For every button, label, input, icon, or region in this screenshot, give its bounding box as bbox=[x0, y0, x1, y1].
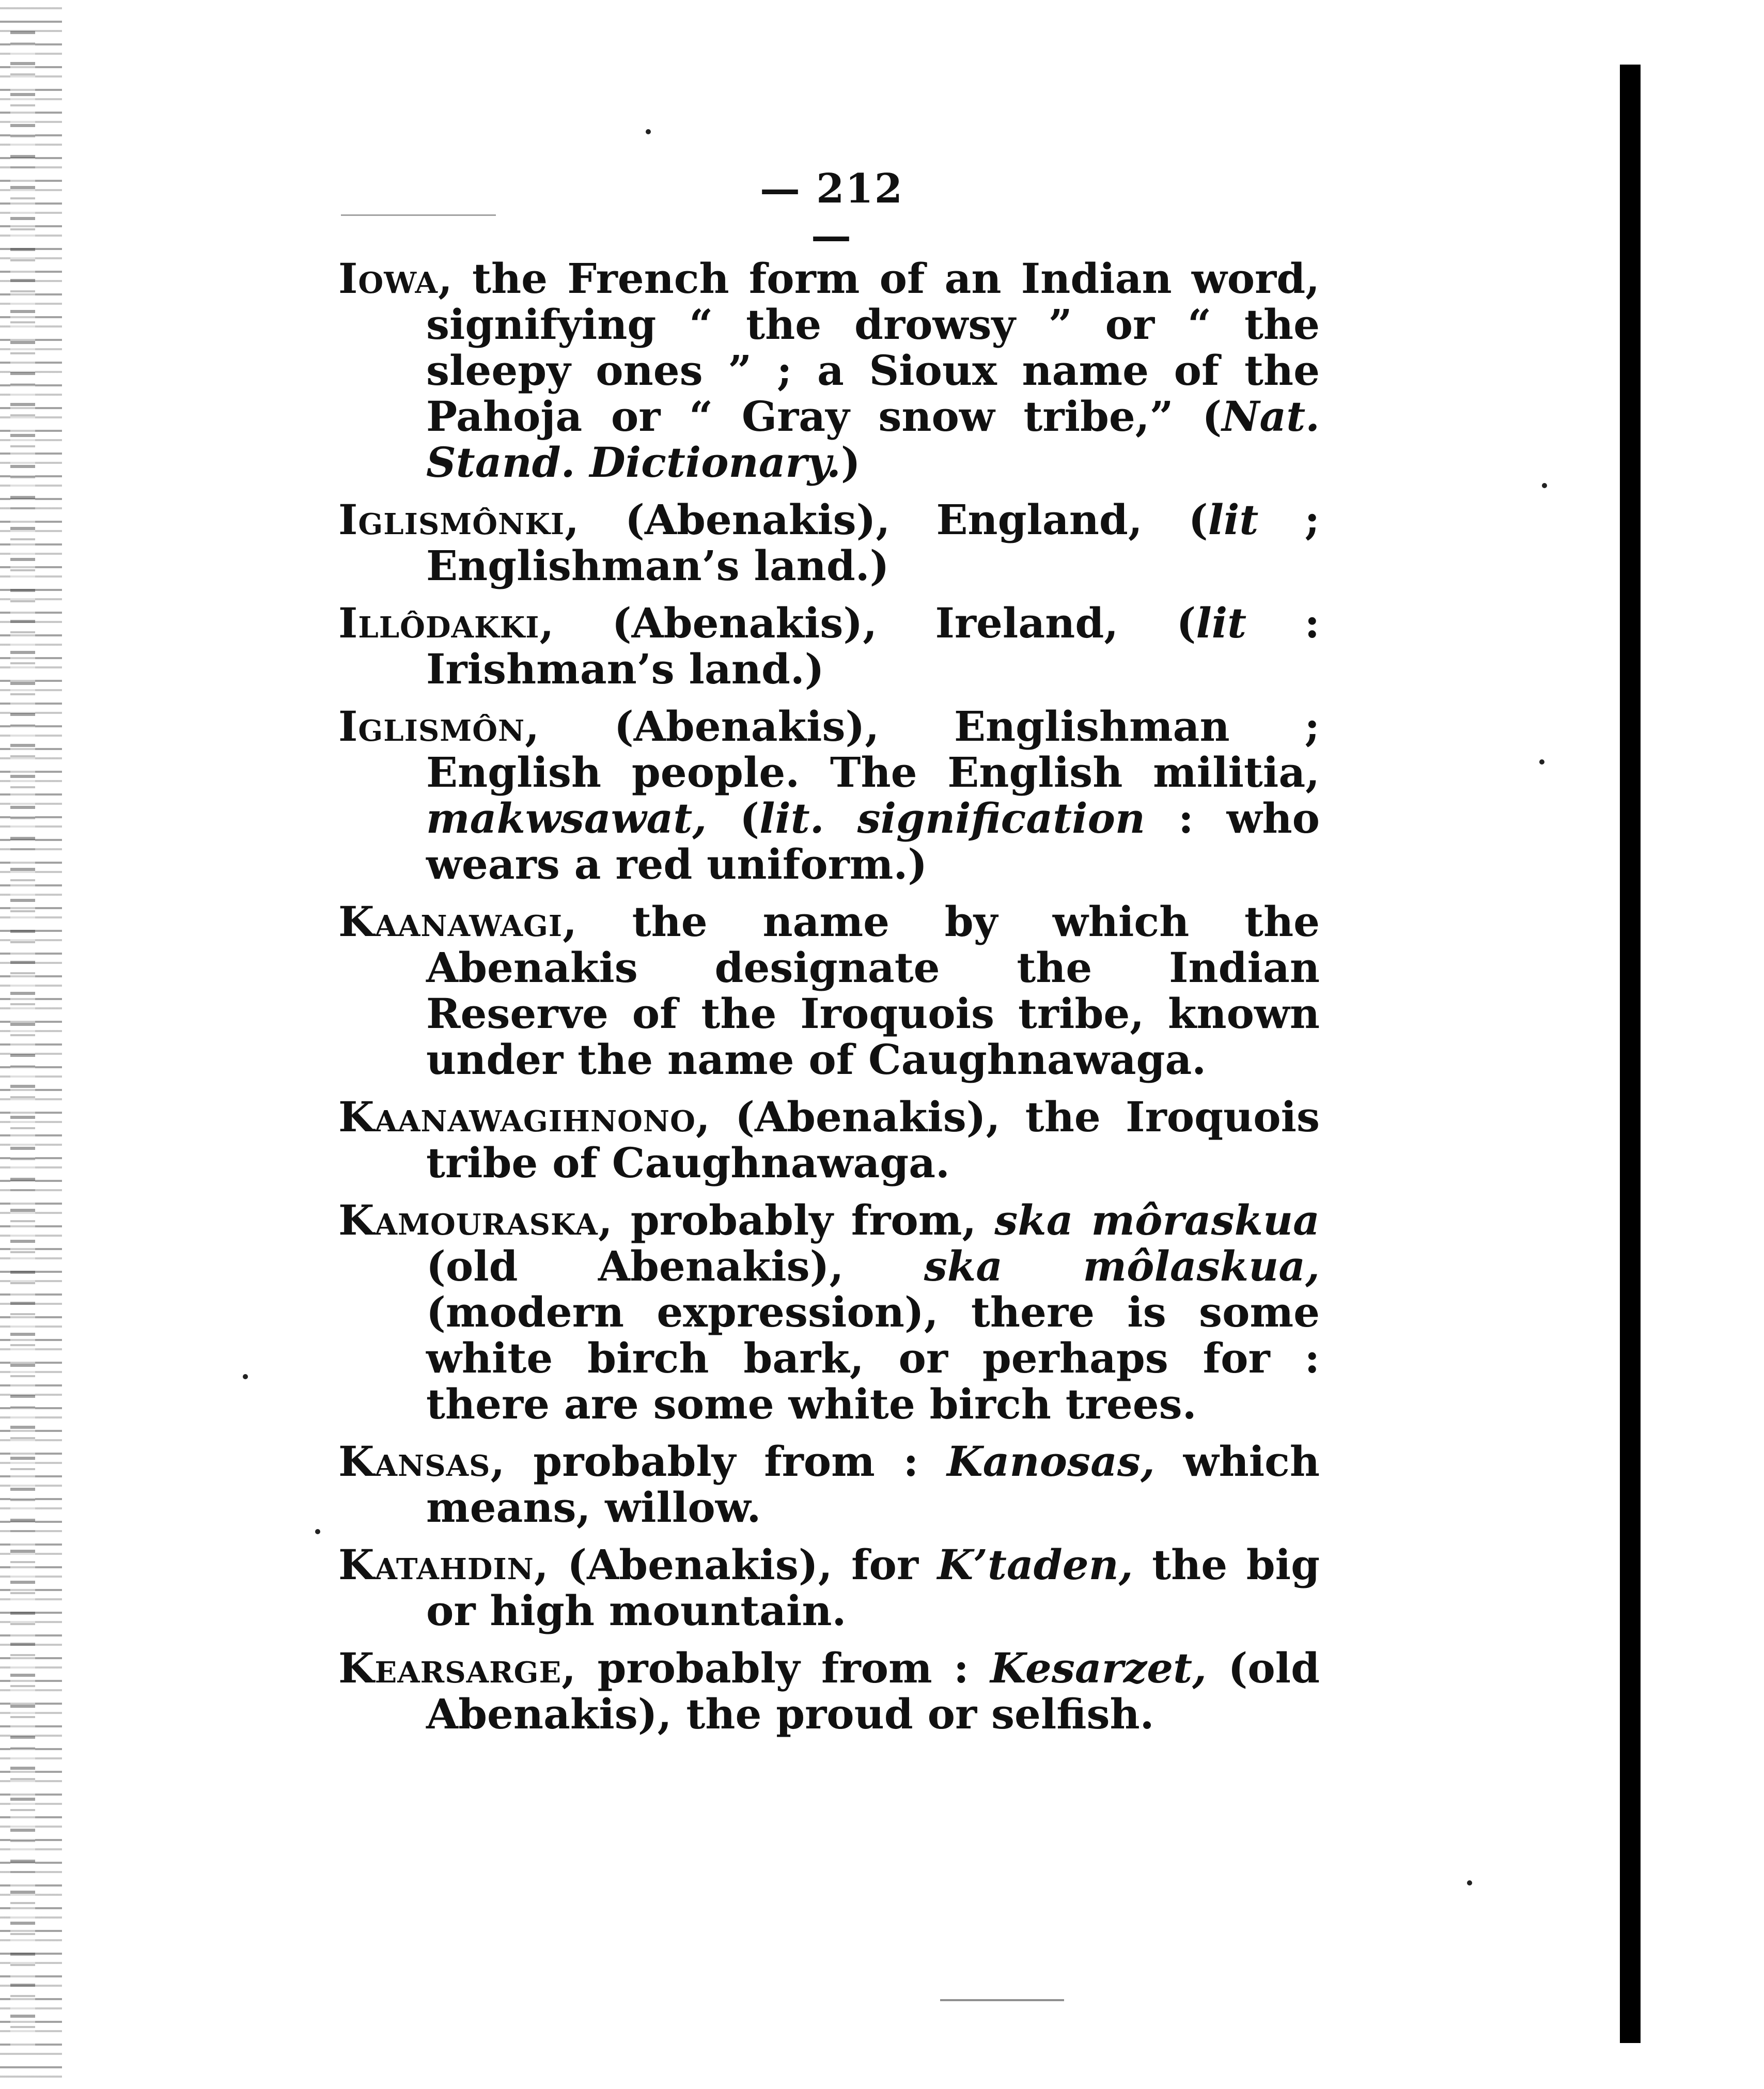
entry-text: , the name by which the Abenakis designate the Indian Reserve of the Iroquois tribe, known under the name of Caughnawaga. bbox=[426, 897, 1320, 1084]
scan-speck bbox=[646, 129, 651, 134]
glossary-entry bbox=[338, 1197, 1320, 1427]
entry-headword: Katahdin bbox=[338, 1540, 534, 1589]
entry-headword: Iglismôn bbox=[338, 702, 525, 751]
entry-italic-text: Kanosas, bbox=[947, 1437, 1155, 1486]
glossary-entry bbox=[338, 899, 1320, 1083]
entry-text: ) bbox=[840, 438, 861, 487]
scan-speck bbox=[315, 1529, 320, 1534]
entry-headword: Iglismônki bbox=[338, 495, 565, 544]
scan-speck bbox=[1542, 483, 1547, 488]
entry-headword: Kearsarge bbox=[338, 1644, 562, 1692]
scan-speck bbox=[243, 1374, 248, 1379]
entry-text: (modern expression), there is some white birch bark, or perhaps for : there are some white birch trees. bbox=[426, 1288, 1320, 1428]
entry-italic-text: K’taden, bbox=[937, 1540, 1133, 1589]
glossary-entry bbox=[338, 497, 1320, 589]
entry-italic-text: ska môraskua bbox=[994, 1196, 1320, 1244]
entry-headword: Kaanawagihnono bbox=[338, 1093, 696, 1141]
entry-text: ( bbox=[707, 794, 760, 843]
entry-text: : who wears a red uniform.) bbox=[426, 794, 1320, 888]
glossary-entry bbox=[338, 1542, 1320, 1634]
entry-italic-text: lit bbox=[1208, 495, 1259, 544]
glossary-entry bbox=[338, 1094, 1320, 1186]
page-number: — 212 — bbox=[760, 165, 903, 259]
scanned-binding-shadow bbox=[10, 31, 35, 2046]
entry-italic-text: Nat. Stand. Dictionary. bbox=[426, 392, 1320, 487]
glossary-entries bbox=[338, 256, 1320, 1737]
entry-headword: Kamouraska bbox=[338, 1196, 598, 1244]
entry-text: , probably from : bbox=[490, 1437, 947, 1486]
entry-text: which means, willow. bbox=[426, 1437, 1320, 1532]
entry-text: : Irishman’s land.) bbox=[426, 599, 1320, 693]
scan-rule-bottom bbox=[940, 1999, 1064, 2001]
entry-text: , the French form of an Indian word, signifying “ the drowsy ” or “ the sleepy ones ” ; a Sioux name of the Pahoja or “ Gray snow tribe,” ( bbox=[426, 254, 1320, 441]
entry-text: , (Abenakis), Ireland, ( bbox=[539, 599, 1196, 647]
entry-text: ; Englishman’s land.) bbox=[426, 495, 1320, 590]
entry-text: the big or high mountain. bbox=[426, 1540, 1320, 1635]
glossary-entry bbox=[338, 1439, 1320, 1531]
scan-speck bbox=[1539, 759, 1544, 765]
entry-italic-text: Kesarzet, bbox=[990, 1644, 1207, 1692]
entry-italic-text: lit. signification bbox=[759, 794, 1146, 843]
entry-text: , (Abenakis), Englishman ; English people. The English militia, bbox=[426, 702, 1320, 797]
entry-headword: Kaanawagi bbox=[338, 897, 563, 946]
glossary-entry bbox=[338, 704, 1320, 887]
entry-text: , probably from, bbox=[598, 1196, 995, 1244]
glossary-entry bbox=[338, 600, 1320, 692]
entry-italic-text: lit bbox=[1196, 599, 1247, 647]
entry-headword: Illôdakki bbox=[338, 599, 540, 647]
scanned-right-margin-bar bbox=[1620, 65, 1641, 2043]
glossary-entry bbox=[338, 256, 1320, 486]
entry-headword: Kansas bbox=[338, 1437, 491, 1486]
entry-text: (old Abenakis), the proud or selfish. bbox=[426, 1644, 1320, 1738]
scan-speck bbox=[1467, 1880, 1472, 1885]
glossary-entry bbox=[338, 1645, 1320, 1737]
entry-text: , (Abenakis), England, ( bbox=[565, 495, 1208, 544]
entry-text: , (Abenakis), for bbox=[534, 1540, 938, 1589]
scan-rule-top-left bbox=[341, 214, 496, 216]
entry-italic-text: ska môlaskua, bbox=[924, 1242, 1320, 1290]
entry-text: , probably from : bbox=[561, 1644, 991, 1692]
entry-text: , (Abenakis), the Iroquois tribe of Caughnawaga. bbox=[426, 1093, 1320, 1187]
entry-headword: Iowa bbox=[338, 254, 438, 303]
entry-italic-text: makwsawat, bbox=[426, 794, 707, 843]
entry-text: (old Abenakis), bbox=[426, 1242, 924, 1290]
